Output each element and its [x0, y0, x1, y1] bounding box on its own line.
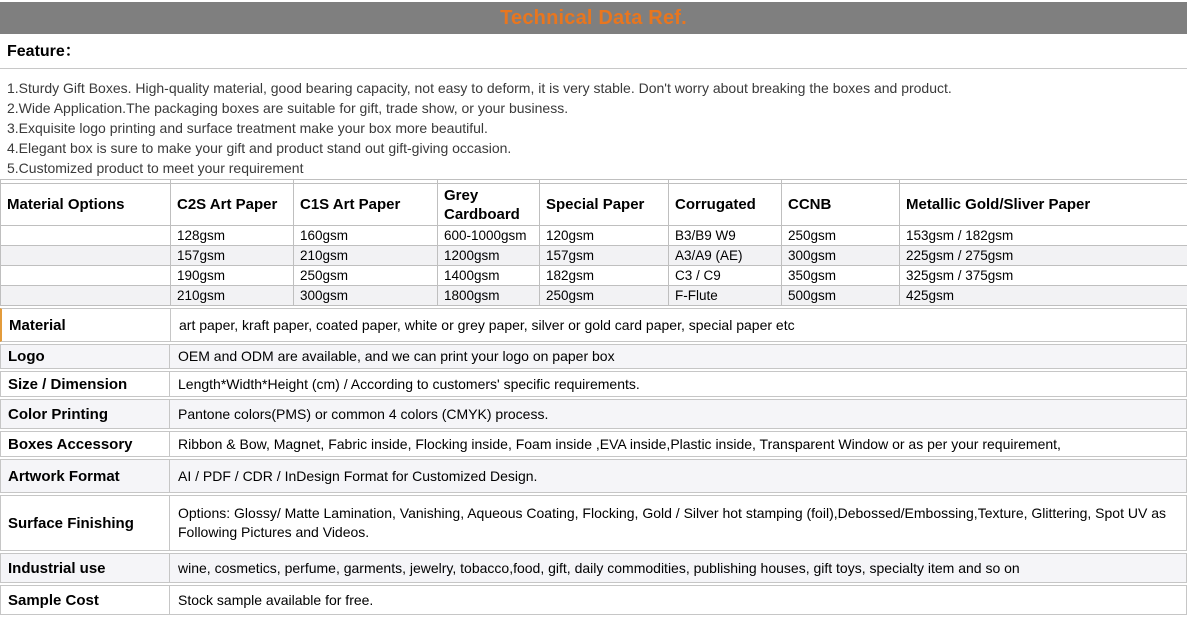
spec-row-material — [0, 308, 1187, 342]
feature-item: 2.Wide Application.The packaging boxes are suitable for gift, trade show, or your business. — [7, 100, 569, 116]
spec-row-size-dimension — [0, 371, 1187, 397]
spec-label: Size / Dimension — [1, 372, 170, 396]
feature-item: 3.Exquisite logo printing and surface treatment make your box more beautiful. — [7, 120, 488, 136]
table-cell: A3/A9 (AE) — [669, 246, 782, 266]
feature-item: 4.Elegant box is sure to make your gift and product stand out gift-giving occasion. — [7, 140, 512, 156]
table-cell: 325gsm / 375gsm — [900, 266, 1187, 286]
table-cell: 182gsm — [540, 266, 669, 286]
column-header: Material Options — [1, 184, 171, 226]
table-row — [1, 226, 1187, 246]
table-cell: 210gsm — [171, 286, 294, 306]
table-cell: B3/B9 W9 — [669, 226, 782, 246]
table-cell: F-Flute — [669, 286, 782, 306]
table-cell: 225gsm / 275gsm — [900, 246, 1187, 266]
spec-row-artwork-format — [0, 459, 1187, 493]
spec-label: Material — [2, 309, 171, 341]
column-header: Special Paper — [540, 184, 669, 226]
table-cell: 120gsm — [540, 226, 669, 246]
spec-value: Options: Glossy/ Matte Lamination, Vanishing, Aqueous Coating, Flocking, Gold / Silver hot stamping (foil),Debossed/Embossing,Texture, Glittering, Spot UV as Following Pictures and Videos. — [178, 505, 1166, 540]
material-options-table — [0, 179, 1187, 306]
table-cell: 500gsm — [782, 286, 900, 306]
table-cell — [1, 286, 171, 306]
column-header: Metallic Gold/Sliver Paper — [900, 184, 1187, 226]
feature-item: 5.Customized product to meet your requirement — [7, 160, 304, 176]
column-header: Corrugated — [669, 184, 782, 226]
spec-value: Ribbon & Bow, Magnet, Fabric inside, Flocking inside, Foam inside ,EVA inside,Plastic inside, Transparent Window or as per your requirement, — [178, 435, 1061, 452]
table-cell: 160gsm — [294, 226, 438, 246]
table-cell: 153gsm / 182gsm — [900, 226, 1187, 246]
spec-value: wine, cosmetics, perfume, garments, jewelry, tobacco,food, gift, daily commodities, publishing houses, gift toys, specialty item and so on — [178, 559, 1020, 576]
column-header: C2S Art Paper — [171, 184, 294, 226]
spec-label: Artwork Format — [1, 460, 170, 492]
table-cell: 250gsm — [294, 266, 438, 286]
column-header: CCNB — [782, 184, 900, 226]
spec-value: art paper, kraft paper, coated paper, white or grey paper, silver or gold card paper, special paper etc — [179, 316, 795, 333]
table-cell: 300gsm — [782, 246, 900, 266]
feature-heading: Feature： — [0, 34, 1187, 69]
table-cell: 350gsm — [782, 266, 900, 286]
spec-row-boxes-accessory — [0, 431, 1187, 457]
table-cell: 190gsm — [171, 266, 294, 286]
table-cell: 600-1000gsm — [438, 226, 540, 246]
table-cell: 250gsm — [540, 286, 669, 306]
table-cell: 425gsm — [900, 286, 1187, 306]
spec-table — [0, 308, 1187, 615]
column-header: C1S Art Paper — [294, 184, 438, 226]
table-cell: 1200gsm — [438, 246, 540, 266]
table-cell: 1800gsm — [438, 286, 540, 306]
spec-label: Sample Cost — [1, 586, 170, 614]
table-cell — [1, 226, 171, 246]
spec-value: AI / PDF / CDR / InDesign Format for Customized Design. — [178, 467, 538, 484]
spec-row-logo — [0, 344, 1187, 369]
spec-row-sample-cost — [0, 585, 1187, 615]
table-row — [1, 286, 1187, 306]
column-header: Grey Cardboard — [438, 184, 540, 226]
spec-value: OEM and ODM are available, and we can print your logo on paper box — [178, 348, 615, 364]
table-row — [1, 266, 1187, 286]
spec-label: Logo — [1, 345, 170, 368]
feature-list — [0, 69, 1187, 178]
table-cell: 157gsm — [540, 246, 669, 266]
table-cell: 128gsm — [171, 226, 294, 246]
spec-label: Industrial use — [1, 554, 170, 582]
title-bar — [0, 2, 1187, 34]
table-cell: C3 / C9 — [669, 266, 782, 286]
table-cell: 1400gsm — [438, 266, 540, 286]
spec-value: Stock sample available for free. — [178, 591, 374, 608]
table-cell: 210gsm — [294, 246, 438, 266]
spec-row-surface-finishing — [0, 495, 1187, 551]
table-cell: 250gsm — [782, 226, 900, 246]
spec-row-industrial-use — [0, 553, 1187, 583]
spec-value: Pantone colors(PMS) or common 4 colors (CMYK) process. — [178, 405, 549, 422]
table-cell — [1, 266, 171, 286]
spec-label: Surface Finishing — [1, 496, 170, 550]
table-cell: 157gsm — [171, 246, 294, 266]
spec-label: Color Printing — [1, 400, 170, 428]
table-header-row — [1, 184, 1187, 226]
spec-row-color-printing — [0, 399, 1187, 429]
table-row — [1, 246, 1187, 266]
page-title: Technical Data Ref. — [500, 6, 687, 29]
spec-label: Boxes Accessory — [1, 432, 170, 456]
feature-item: 1.Sturdy Gift Boxes. High-quality material, good bearing capacity, not easy to deform, it is very stable. Don't worry about breaking the boxes and product. — [7, 80, 952, 96]
table-cell — [1, 246, 171, 266]
table-cell: 300gsm — [294, 286, 438, 306]
spec-value: Length*Width*Height (cm) / According to customers' specific requirements. — [178, 375, 640, 392]
